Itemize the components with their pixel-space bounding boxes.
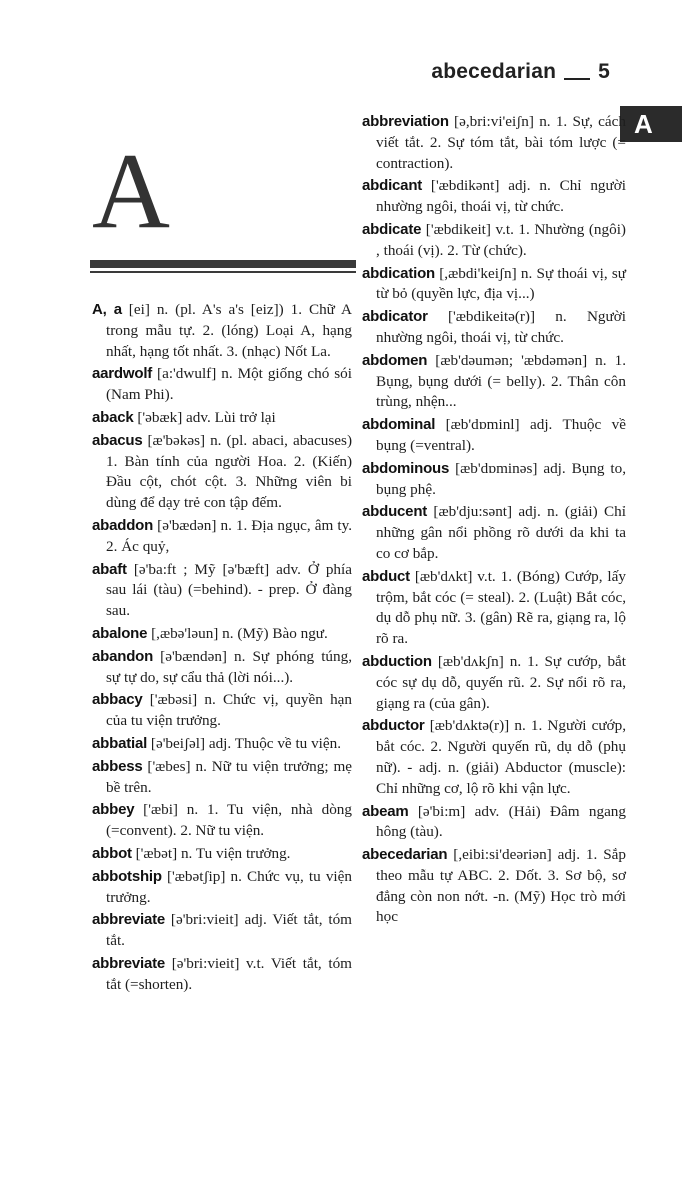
- entry-definition: [ə'bri:vieit] v.t. Viết tắt, tóm tắt (=shorten).: [106, 954, 352, 993]
- entry-definition: ['æbes] n. Nữ tu viện trưởng; mẹ bề trên.: [106, 757, 352, 796]
- entry-headword: abbot: [92, 844, 132, 862]
- dictionary-entry: [92, 516, 352, 558]
- dictionary-entry: [362, 502, 626, 564]
- dictionary-entry: [362, 112, 626, 174]
- right-column: [362, 112, 626, 930]
- entry-definition: ['æbətʃip] n. Chức vụ, tu viện trưởng.: [106, 867, 352, 906]
- entry-definition: [ə'ba:ft ; Mỹ [ə'bæft] adv. Ở phía sau lái (tàu) (=behind). - prep. Ở đàng sau.: [106, 560, 352, 620]
- entry-headword: abalone: [92, 624, 148, 642]
- dictionary-entry: [362, 176, 626, 218]
- entry-headword: aardwolf: [92, 365, 153, 383]
- entry-headword: abbess: [92, 757, 143, 775]
- entry-headword: abducent: [362, 503, 428, 521]
- entry-headword: abductor: [362, 717, 425, 735]
- entry-headword: abbacy: [92, 691, 143, 709]
- dictionary-entry: [92, 364, 352, 406]
- dictionary-entry: [362, 415, 626, 457]
- entry-headword: abbreviation: [362, 113, 449, 130]
- section-divider-thick: [90, 260, 356, 268]
- entry-definition: [ə'bi:m] adv. (Hải) Đâm ngang hông (tàu).: [376, 802, 626, 841]
- dictionary-entry: [362, 307, 626, 349]
- entry-headword: abdication: [362, 264, 436, 282]
- entry-headword: abaft: [92, 560, 127, 578]
- entry-definition: [,eibi:si'deəriən] adj. 1. Sắp theo mẫu tự ABC. 2. Dốt. 3. Sơ bộ, sơ đẳng còn non nớt. -n. (Mỹ) Học trò mới học: [376, 846, 626, 926]
- entry-definition: ['əbæk] adv. Lùi trở lại: [133, 408, 276, 426]
- entry-definition: [æb'dʌkt] v.t. 1. (Bóng) Cướp, lấy trộm, bắt cóc (= steal). 2. (Luật) Bắt cóc, dụ dỗ phụ nữ. 3. (gân) Rẽ ra, giạng ra, lộ rõ ra.: [376, 567, 626, 648]
- dictionary-entry: [92, 734, 352, 755]
- dictionary-entry: [92, 910, 352, 952]
- running-head: [431, 60, 610, 84]
- dictionary-entry: [92, 757, 352, 799]
- entry-definition: [ei] n. (pl. A's a's [eiz]) 1. Chữ A trong mẫu tự. 2. (lóng) Loại A, hạng nhất, hạng tốt nhất. 3. (nhạc) Nốt La.: [106, 301, 352, 360]
- entry-definition: [ə,bri:vi'eiʃn] n. 1. Sự, cách viết tắt. 2. Sự tóm tắt, bài tóm lược (= contraction).: [376, 113, 626, 172]
- entry-headword: abaddon: [92, 516, 154, 534]
- dictionary-entry: [92, 800, 352, 842]
- entry-headword: abdicator: [362, 308, 428, 326]
- entry-definition: [a:'dwulf] n. Một giống chó sói (Nam Phi).: [106, 365, 352, 404]
- entry-definition: [æb'dju:sənt] adj. n. (giải) Chỉ những gân nổi phồng rõ dưới da khi ta co cơ bắp.: [376, 503, 626, 562]
- dictionary-entry: [362, 845, 626, 928]
- entry-definition: ['æbi] n. 1. Tu viện, nhà dòng (=convent). 2. Nữ tu viện.: [106, 801, 352, 840]
- section-divider-thin: [90, 271, 356, 273]
- dictionary-entry: [92, 844, 352, 865]
- entry-definition: [æb'dəumən; 'æbdəmən] n. 1. Bụng, bụng dưới (= belly). 2. Thân côn trùng, nhện...: [376, 351, 626, 411]
- entry-headword: abdominal: [362, 416, 436, 434]
- entry-headword: abdomen: [362, 351, 428, 369]
- dictionary-entry: [92, 431, 352, 514]
- entry-definition: [ə'bri:vieit] adj. Viết tắt, tóm tắt.: [106, 911, 352, 950]
- entry-headword: aback: [92, 408, 134, 426]
- entry-definition: [æ'bəkəs] n. (pl. abaci, abacuses) 1. Bàn tính của người Hoa. 2. (Kiến) Đầu cột, chót cột. 3. Những viên bi dùng để dạy trẻ con tập đếm.: [106, 431, 352, 512]
- dictionary-entry: [362, 220, 626, 262]
- dictionary-entry: [92, 690, 352, 732]
- thumb-index-tab: [620, 106, 682, 142]
- entry-headword: abduct: [362, 567, 410, 585]
- entry-definition: [,æbdi'keiʃn] n. Sự thoái vị, sự từ bỏ (quyền lực, địa vị...): [376, 264, 626, 303]
- entry-headword: abecedarian: [362, 846, 448, 864]
- entry-definition: [ə'bædən] n. 1. Địa ngục, âm ty. 2. Ác quỷ,: [106, 516, 352, 555]
- entry-headword: abbey: [92, 801, 135, 819]
- dictionary-entry: [362, 802, 626, 844]
- entry-headword: abandon: [92, 647, 154, 665]
- entry-definition: ['æbdikənt] adj. n. Chỉ người nhường ngôi, thoái vị, từ chức.: [376, 177, 626, 216]
- entry-definition: [ə'bændən] n. Sự phóng túng, sự tự do, sự cẩu thả (lời nói...).: [106, 647, 352, 686]
- dictionary-entry: [92, 867, 352, 909]
- left-column: [92, 300, 352, 998]
- dictionary-entry: [362, 264, 626, 306]
- dictionary-entry: [92, 560, 352, 622]
- dictionary-entry: [92, 647, 352, 689]
- entry-headword: abbreviate: [92, 911, 166, 929]
- entry-headword: abbatial: [92, 734, 148, 752]
- entry-definition: [æb'dʌkʃn] n. 1. Sự cướp, bắt cóc sự dụ dỗ, quyến rũ. 2. Sự nổi rõ ra, giạng ra (của gân).: [376, 652, 626, 712]
- entry-definition: [ə'beiʃəl] adj. Thuộc về tu viện.: [147, 734, 342, 752]
- entry-definition: [,æbə'ləun] n. (Mỹ) Bào ngư.: [147, 624, 328, 642]
- dictionary-entry: [362, 567, 626, 650]
- running-head-rule: [564, 78, 590, 80]
- entry-headword: abacus: [92, 431, 143, 449]
- page-number: 5: [598, 60, 610, 83]
- dictionary-entry: [362, 716, 626, 799]
- dictionary-entry: [362, 652, 626, 714]
- entry-definition: ['æbət] n. Tu viện trưởng.: [131, 844, 291, 862]
- entry-definition: [æb'dɒminl] adj. Thuộc về bụng (=ventral).: [376, 416, 626, 454]
- entry-definition: [æb'dɒminəs] adj. Bụng to, bụng phệ.: [376, 459, 626, 498]
- thumb-index-letter: A: [634, 108, 653, 139]
- entry-definition: ['æbəsi] n. Chức vị, quyền hạn của tu viện trưởng.: [106, 691, 352, 730]
- entry-headword: abduction: [362, 652, 432, 670]
- dictionary-entry: [92, 954, 352, 996]
- dictionary-entry: [92, 408, 352, 429]
- entry-headword: abdominous: [362, 459, 450, 477]
- entry-definition: [æb'dʌktə(r)] n. 1. Người cướp, bắt cóc. 2. Người quyến rũ, dụ dỗ (phụ nữ). - adj. n. (giải) Abductor (muscle): Chỉ những cơ, lộ rõ khi vận lực.: [376, 717, 626, 797]
- dictionary-entry: [362, 459, 626, 501]
- running-head-word: abecedarian: [431, 60, 557, 83]
- entry-headword: abbreviate: [92, 954, 166, 972]
- dictionary-entry: [362, 351, 626, 413]
- dictionary-entry: [92, 300, 352, 362]
- entry-definition: ['æbdikeitə(r)] n. Người nhường ngôi, thoái vị, từ chức.: [376, 308, 626, 346]
- section-letter: A: [92, 132, 170, 251]
- entry-headword: A, a: [92, 301, 122, 318]
- entry-headword: abeam: [362, 802, 409, 820]
- entry-headword: abdicate: [362, 220, 422, 238]
- entry-headword: abdicant: [362, 177, 423, 195]
- entry-headword: abbotship: [92, 867, 162, 885]
- entry-definition: ['æbdikeit] v.t. 1. Nhường (ngôi) , thoái (vị). 2. Từ (chức).: [376, 220, 626, 259]
- dictionary-entry: [92, 624, 352, 645]
